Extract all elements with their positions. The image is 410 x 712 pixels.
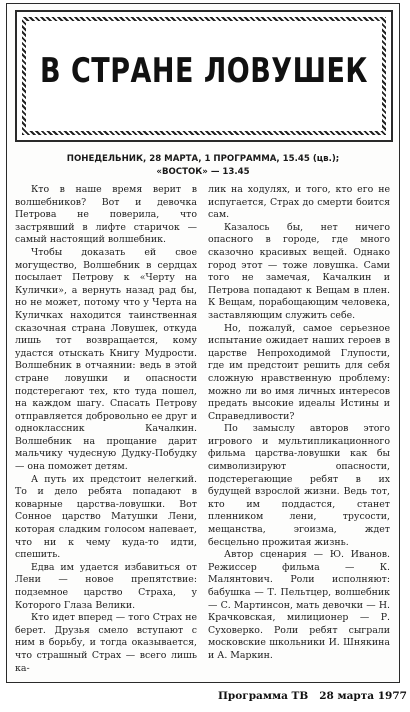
paragraph: Казалось бы, нет ничего опасного в городе, где много сказочно красивых вещей. Однако город этот — тоже ловушка. Сами того не замечая, Качалкин и Петрова попадают к Вещам в плен. К Вещам, порабощающим человека, заставляющим служить себе.: [208, 221, 390, 321]
paragraph: Кто идет вперед — того Страх не берет. Друзья смело вступают с ним в борьбу, и тогда оказывается, что страшный Страх — всего лишь ка-: [15, 612, 197, 674]
broadcast-schedule: [7, 153, 399, 179]
paragraph: Едва им удается избавиться от Лени — новое препятствие: подземное царство Страха, у Которого Глаза Велики.: [15, 561, 197, 611]
title-banner: [15, 10, 393, 142]
paragraph: Но, пожалуй, самое серьезное испытание ожидает наших героев в царстве Непроходимой Глупости, где им предстоит решить для себя сложную нравственную проблему: можно ли во имя личных интересов предать высокие идеалы Истины и Справедливости?: [208, 322, 390, 422]
article-column-right: [208, 184, 390, 676]
paragraph: А путь их предстоит нелегкий. То и дело ребята попадают в коварные царства-ловушки. Вот Сонное царство Матушки Лени, которая сладким голосом напевает, что ни к чему куда-то идти, спешить.: [15, 473, 197, 561]
paragraph: лик на ходулях, и того, кто его не испугается, Страх до смерти боится сам.: [208, 184, 390, 221]
article-title: В СТРАНЕ ЛОВУШЕК: [40, 52, 368, 91]
schedule-line-1: ПОНЕДЕЛЬНИК, 28 МАРТА, 1 ПРОГРАММА, 15.45 (цв.);: [66, 154, 340, 164]
schedule-line-2: «ВОСТОК» — 13.45: [156, 167, 250, 177]
paragraph: Кто в наше время верит в волшебников? Вот и девочка Петрова не поверила, что застрявший в лифте старичок — самый настоящий волшебник.: [15, 184, 197, 246]
source-name: Программа ТВ: [218, 690, 309, 702]
newspaper-clipping: [6, 3, 400, 683]
article-column-left: [15, 184, 197, 676]
source-date: 28 марта 1977: [319, 690, 407, 702]
paragraph: Чтобы доказать ей свое могущество, Волшебник в сердцах посылает Петрову к «Черту на Кулички», а вернуть назад рад бы, но не может, потому что у Черта на Куличках находится таинственная сказочная страна Ловушек, откуда лишь тот возвращается, кому удастся отыскать Книгу Мудрости. Волшебник в отчаянии: ведь в этой стране ловушки и опасности подстерегают тех, кто туда пошел, на каждом шагу. Спасать Петрову отправляется добровольно ее друг и одноклассник Качалкин. Волшебник на прощание дарит мальчику чудесную Дудку-Побудку — она поможет детям.: [15, 246, 197, 473]
paragraph: По замыслу авторов этого игрового и мультипликационного фильма царства-ловушки как бы символизируют опасности, подстерегающие ребят в их будущей взрослой жизни. Ведь тот, кто им поддастся, станет пленником лени, трусости, мещанства, эгоизма, ждет бесцельно прожитая жизнь.: [208, 423, 390, 548]
paragraph: Автор сценария — Ю. Иванов. Режиссер фильма — К. Малянтович. Роли исполняют: бабушка — Т. Пельтцер, волшебник — С. Мартинсон, мать девочки — Н. Крачковская, милиционер — Р. Суховерко. Роли ребят сыграли московские школьники И. Шнякина и А. Маркин.: [208, 549, 390, 661]
source-caption: [218, 690, 407, 702]
